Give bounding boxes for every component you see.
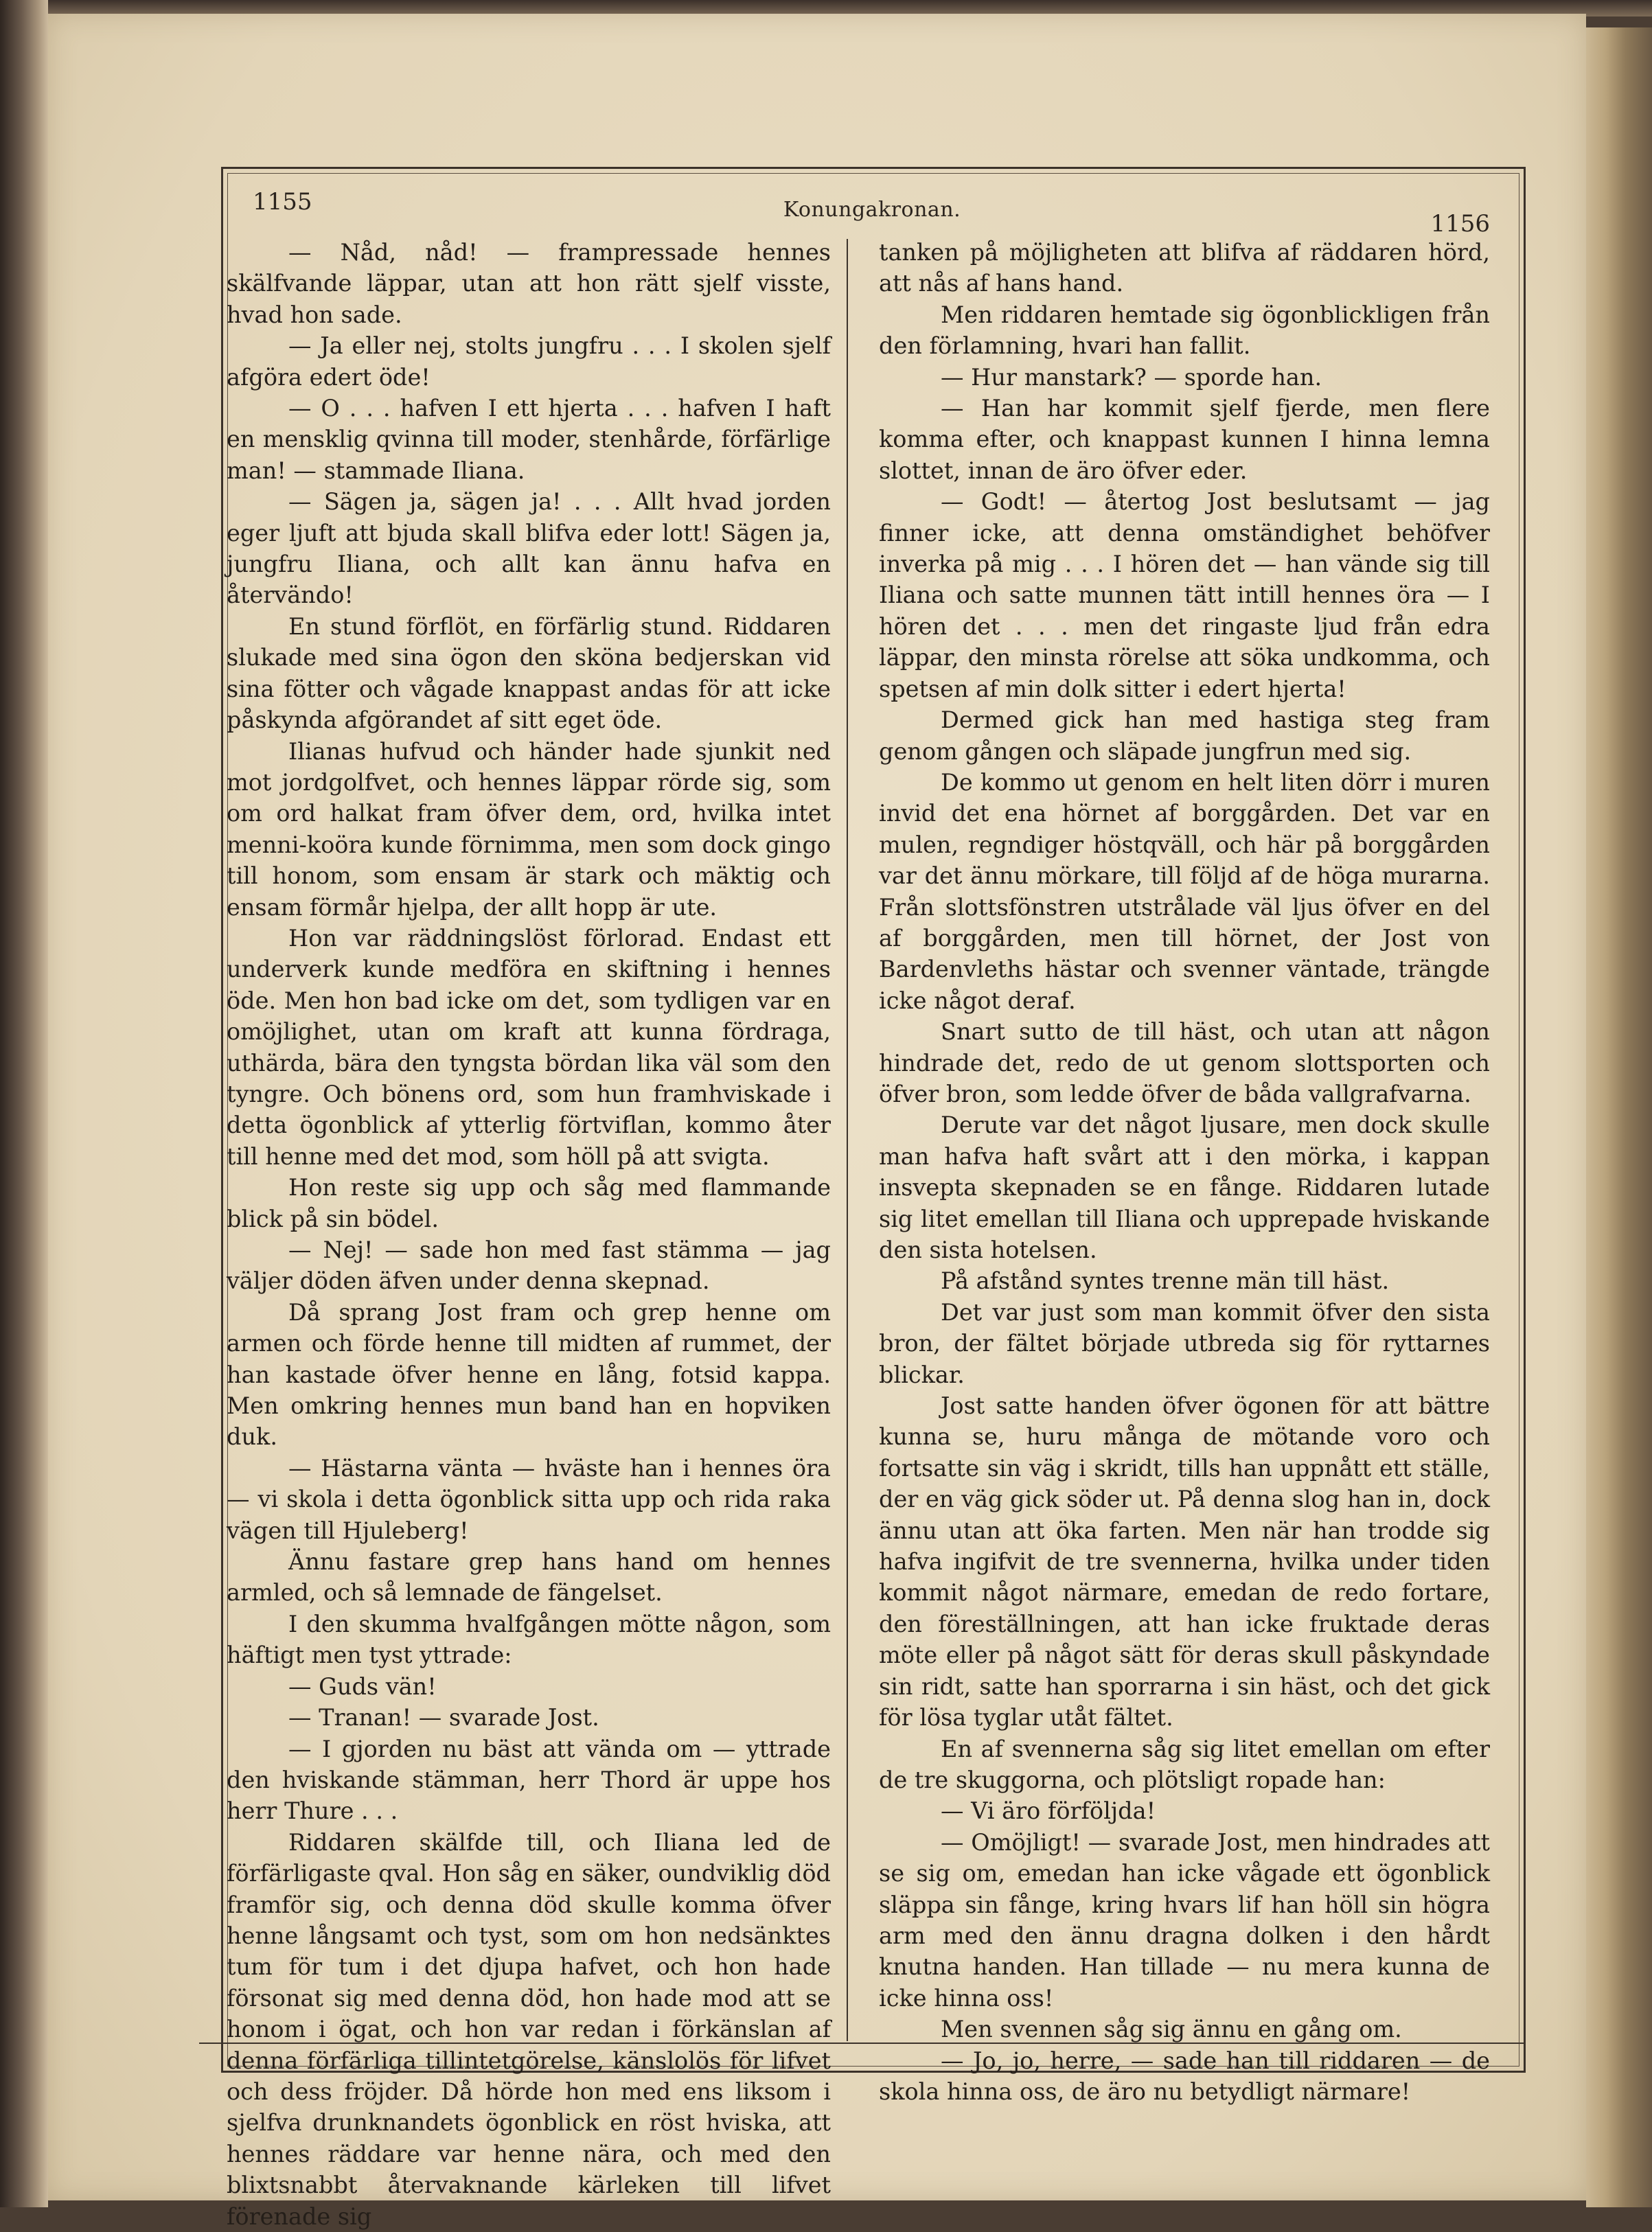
book-spine <box>0 0 48 2207</box>
paragraph: Riddaren skälfde till, och Iliana led de förfärligaste qval. Hon såg en säker, oundviklig död framför sig, och denna död skulle komma öfver henne långsamt och tyst, som om hon nedsänktes tum för tum i det djupa hafvet, och hon hade försonat sig med denna död, hon hade mod att se honom i ögat, och hon var redan i förkänslan af denna förfärliga tillintetgörelse, känslolös för lifvet och dess fröjder. Då hörde hon med ens liksom i sjelfva drunknandets ögonblick en röst hviska, att hennes räddare var henne nära, och med den blixtsnabbt återvaknande kärleken till lifvet förenade sig <box>227 1828 831 2230</box>
right-page-number: 1156 <box>1430 210 1490 238</box>
paragraph: Det var just som man kommit öfver den sista bron, der fältet började utbreda sig för ryttarnes blickar. <box>879 1298 1490 1388</box>
paragraph: Ilianas hufvud och händer hade sjunkit ned mot jordgolfvet, och hennes läppar rörde sig, som om ord halkat fram öfver dem, ord, hvilka intet menni-koöra kunde förnimma, men som dock gingo till honom, som ensam är stark och mäktig och ensam förmår hjelpa, der allt hopp är ute. <box>227 737 831 921</box>
paragraph: — Nej! — sade hon med fast stämma — jag väljer döden äfven under denna skepnad. <box>227 1236 831 1295</box>
paragraph: — Ja eller nej, stolts jungfru . . . I skolen sjelf afgöra edert öde! <box>227 332 831 391</box>
running-title: Konungakronan. <box>783 198 961 222</box>
paragraph: — Nåd, nåd! — frampressade hennes skälfvande läppar, utan att hon rätt sjelf visste, hvad hon sade. <box>227 239 831 328</box>
paragraph: — Godt! — återtog Jost beslutsamt — jag finner icke, att denna omständighet behöfver inverka på mig . . . I hören det — han vände sig till Iliana och satte munnen tätt intill hennes öra — I hören det . . . men det ringaste ljud från edra läppar, den minsta rörelse att söka undkomma, och spetsen af min dolk sitter i edert hjerta! <box>879 488 1490 702</box>
paragraph: — Han har kommit sjelf fjerde, men flere komma efter, och knappast kunnen I hinna lemna slottet, innan de äro öfver eder. <box>879 395 1490 484</box>
paragraph: En af svennerna såg sig litet emellan om efter de tre skuggorna, och plötsligt ropade han: <box>879 1735 1490 1793</box>
paragraph: Jost satte handen öfver ögonen för att bättre kunna se, huru många de mötande voro och fortsatte sin väg i skridt, tills han uppnått ett ställe, der en väg gick söder ut. På denna slog han in, dock ännu utan att öka farten. Men när han trodde sig hafva ingifvit de tre svennerna, hvilka under tiden kommit något närmare, emedan de redo fortare, den föreställningen, att han icke fruktade deras möte eller på något sätt för deras skull påskyndade sin ridt, satte han sporrarna i sin häst, och det gick för lösa tyglar utåt fältet. <box>879 1392 1490 1731</box>
paragraph: Då sprang Jost fram och grep henne om armen och förde henne till midten af rummet, der han kastade öfver henne en lång, fotsid kappa. Men omkring hennes mun band han en hopviken duk. <box>227 1298 831 1451</box>
paragraph: — Vi äro förföljda! <box>941 1797 1156 1825</box>
column-divider <box>847 239 848 2041</box>
left-column <box>227 237 831 2230</box>
paragraph: Men svennen såg sig ännu en gång om. <box>941 2016 1402 2043</box>
paragraph: — O . . . hafven I ett hjerta . . . hafven I haft en mensklig qvinna till moder, stenhårde, förfärlige man! — stammade Iliana. <box>227 395 831 484</box>
paragraph: Dermed gick han med hastiga steg fram genom gången och släpade jungfrun med sig. <box>879 706 1490 765</box>
paragraph: De kommo ut genom en helt liten dörr i muren invid det ena hörnet af borggården. Det var en mulen, regndiger höstqväll, och här på borggården var det ännu mörkare, till följd af de höga murarna. Från slottsfönstren utstrålade väl ljus öfver en del af borggården, men till hörnet, der Jost von Bardenvleths hästar och svenner väntade, trängde icke något deraf. <box>879 768 1490 1014</box>
right-column <box>879 237 1490 2105</box>
paragraph: — Sägen ja, sägen ja! . . . Allt hvad jorden eger ljuft att bjuda skall blifva eder lott! Sägen ja, jungfru Iliana, och allt kan ännu hafva en återvändo! <box>227 488 831 609</box>
paragraph: Hon var räddningslöst förlorad. Endast ett underverk kunde medföra en skiftning i hennes öde. Men hon bad icke om det, som tydligen var en omöjlighet, utan om kraft att kunna fördraga, uthärda, bära den tyngsta bördan lika väl som den tyngre. Och bönens ord, som hun framhviskade i detta ögonblick af ytterlig förtviflan, kommo åter till henne med det mod, som höll på att svigta. <box>227 924 831 1170</box>
page-header <box>227 179 1517 238</box>
paragraph: — I gjorden nu bäst att vända om — yttrade den hviskande stämman, herr Thord är uppe hos herr Thure . . . <box>227 1735 831 1825</box>
left-page-number: 1155 <box>253 188 312 216</box>
paragraph: Hon reste sig upp och såg med flammande blick på sin bödel. <box>227 1174 831 1232</box>
paragraph: I den skumma hvalfgången mötte någon, som häftigt men tyst yttrade: <box>227 1610 831 1669</box>
paragraph: — Hur manstark? — sporde han. <box>941 363 1322 391</box>
paragraph: På afstånd syntes trenne män till häst. <box>941 1267 1390 1295</box>
paragraph: Derute var det något ljusare, men dock skulle man hafva haft svårt att i den mörka, i kappan insvepta skepnaden se en fånge. Riddaren lutade sig litet emellan till Iliana och upprepade hviskande den sista hotelsen. <box>879 1112 1490 1263</box>
paragraph: — Guds vän! <box>288 1672 437 1700</box>
paragraph: tanken på möjligheten att blifva af räddaren hörd, att nås af hans hand. <box>879 239 1490 297</box>
page-stack-edge <box>1586 27 1652 2207</box>
paragraph: — Omöjligt! — svarade Jost, men hindrades att se sig om, emedan han icke vågade ett ögonblick släppa sin fånge, kring hvars lif han höll sin högra arm med den ännu dragna dolken i den hårdt knutna handen. Han tillade — nu mera kunna de icke hinna oss! <box>879 1828 1490 2012</box>
paragraph: — Hästarna vänta — hväste han i hennes öra — vi skola i detta ögonblick sitta upp och rida raka vägen till Hjuleberg! <box>227 1454 831 1544</box>
paragraph: En stund förflöt, en förfärlig stund. Riddaren slukade med sina ögon den sköna bedjerskan vid sina fötter och vågade knappast andas för att icke påskynda afgörandet af sitt eget öde. <box>227 612 831 734</box>
paragraph: — Jo, jo, herre, — sade han till riddaren — de skola hinna oss, de äro nu betydligt närmare! <box>879 2047 1490 2105</box>
bottom-rule <box>199 2043 1524 2044</box>
paragraph: Snart sutto de till häst, och utan att någon hindrade det, redo de ut genom slottsporten och öfver bron, som ledde öfver de båda vallgrafvarna. <box>879 1018 1490 1107</box>
paragraph: Men riddaren hemtade sig ögonblickligen från den förlamning, hvari han fallit. <box>879 301 1490 360</box>
paragraph: — Tranan! — svarade Jost. <box>288 1704 599 1731</box>
paragraph: Ännu fastare grep hans hand om hennes armled, och så lemnade de fängelset. <box>227 1548 831 1607</box>
